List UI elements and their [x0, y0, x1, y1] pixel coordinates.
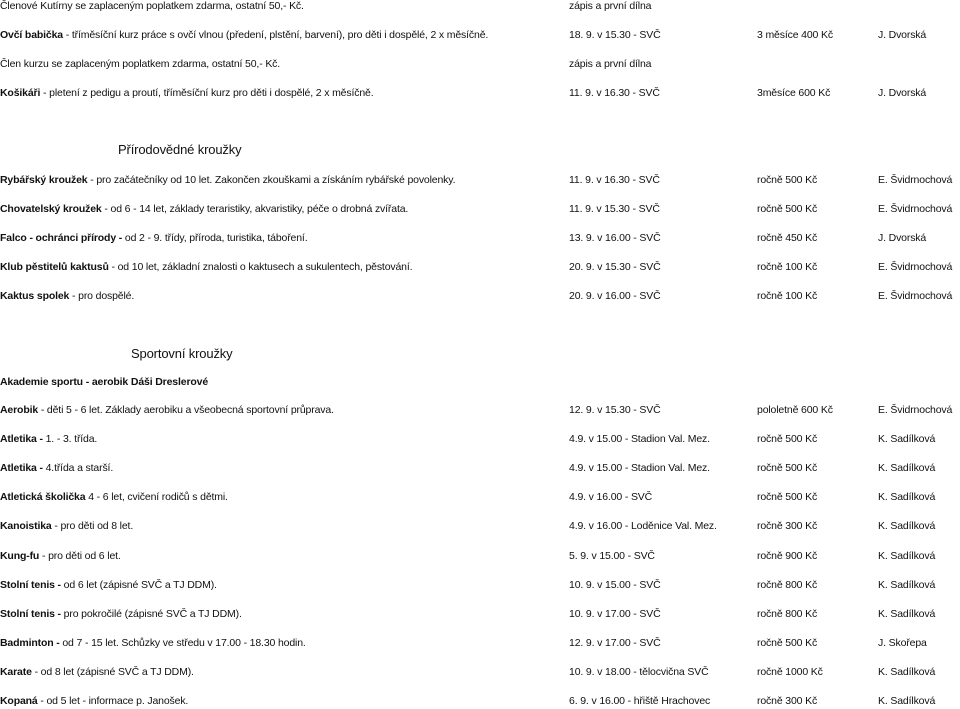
- course-description: [0, 694, 188, 708]
- course-date: 12. 9. v 15.30 - SVČ: [569, 404, 661, 416]
- course-date: 6. 9. v 16.00 - hřiště Hrachovec: [569, 695, 711, 707]
- course-date: zápis a první dílna: [569, 0, 652, 12]
- course-name: Kung-fu: [0, 550, 40, 562]
- course-row: [0, 607, 960, 621]
- course-price: ročně 300 Kč: [757, 520, 818, 532]
- course-row: [0, 57, 960, 71]
- course-price: pololetně 600 Kč: [757, 404, 833, 416]
- course-leader: J. Dvorská: [878, 232, 927, 244]
- course-row: [0, 86, 960, 100]
- course-row: [0, 694, 960, 708]
- course-name: Atletická školička: [0, 491, 86, 503]
- course-row: [0, 490, 960, 504]
- course-row: [0, 549, 960, 563]
- course-leader: J. Skořepa: [878, 637, 927, 649]
- course-row: [0, 202, 960, 216]
- course-row: [0, 173, 960, 187]
- course-leader: K. Sadílková: [878, 462, 936, 474]
- course-detail: - pro děti od 6 let.: [39, 550, 121, 562]
- course-date: 11. 9. v 16.30 - SVČ: [569, 87, 660, 99]
- course-leader: J. Dvorská: [878, 29, 927, 41]
- course-description: [0, 519, 133, 533]
- course-date: 20. 9. v 15.30 - SVČ: [569, 261, 661, 273]
- course-row: [0, 28, 960, 42]
- course-price: ročně 100 Kč: [757, 261, 818, 273]
- course-detail: - tříměsíční kurz práce s ovčí vlnou (předení, plstění, barvení), pro děti i dospělé, 2 x měsíčně.: [62, 29, 489, 41]
- course-detail: - od 6 - 14 let, základy teraristiky, akvaristiky, péče o drobná zvířata.: [101, 203, 409, 215]
- course-price: ročně 800 Kč: [757, 579, 818, 591]
- course-leader: K. Sadílková: [878, 491, 936, 503]
- course-leader: E. Švidrnochová: [878, 290, 953, 302]
- course-detail: - od 5 let - informace p. Janošek.: [37, 695, 189, 707]
- course-detail: 4 - 6 let, cvičení rodičů s dětmi.: [85, 491, 228, 503]
- course-name: Kaktus spolek: [0, 290, 70, 302]
- course-date: 4.9. v 15.00 - Stadion Val. Mez.: [569, 462, 710, 474]
- course-row: [0, 0, 960, 13]
- course-name: Rybářský kroužek: [0, 174, 88, 186]
- course-description: [0, 461, 113, 475]
- course-detail: 4.třída a starší.: [42, 462, 114, 474]
- course-description: [0, 607, 242, 621]
- course-row: [0, 289, 960, 303]
- course-name: Chovatelský kroužek: [0, 203, 102, 215]
- course-leader: K. Sadílková: [878, 550, 936, 562]
- course-detail: Člen kurzu se zaplaceným poplatkem zdarma, ostatní 50,- Kč.: [0, 58, 281, 70]
- course-description: [0, 665, 194, 679]
- course-name: Stolní tenis -: [0, 608, 61, 620]
- course-description: [0, 173, 455, 187]
- course-row: [0, 432, 960, 446]
- course-detail: - od 10 let, základní znalosti o kaktusech a sukulentech, pěstování.: [108, 261, 413, 273]
- course-date: 4.9. v 16.00 - SVČ: [569, 491, 653, 503]
- course-detail: - děti 5 - 6 let. Základy aerobiku a všeobecná sportovní průprava.: [38, 404, 334, 416]
- course-detail: od 7 - 15 let. Schůzky ve středu v 17.00 - 18.30 hodin.: [59, 637, 306, 649]
- section-heading-sport: Sportovní kroužky: [131, 346, 233, 361]
- course-description: [0, 578, 217, 592]
- course-detail: - od 8 let (zápisné SVČ a TJ DDM).: [31, 666, 194, 678]
- course-date: 18. 9. v 15.30 - SVČ: [569, 29, 661, 41]
- course-name: Atletika -: [0, 433, 43, 445]
- course-row: [0, 636, 960, 650]
- course-leader: E. Švidrnochová: [878, 404, 953, 416]
- course-row: [0, 578, 960, 592]
- course-date: 4.9. v 16.00 - Loděnice Val. Mez.: [569, 520, 717, 532]
- subheading-text: Akademie sportu - aerobik Dáši Dreslerové: [0, 376, 209, 388]
- course-price: ročně 500 Kč: [757, 174, 818, 186]
- course-description: [0, 86, 373, 100]
- course-row: [0, 231, 960, 245]
- course-leader: K. Sadílková: [878, 579, 936, 591]
- course-date: 11. 9. v 15.30 - SVČ: [569, 203, 660, 215]
- course-description: [0, 260, 412, 274]
- course-price: ročně 500 Kč: [757, 462, 818, 474]
- course-date: zápis a první dílna: [569, 58, 652, 70]
- course-price: 3 měsíce 400 Kč: [757, 29, 833, 41]
- course-detail: - pro dospělé.: [69, 290, 135, 302]
- course-description: [0, 0, 304, 13]
- course-name: Ovčí babička: [0, 29, 63, 41]
- course-description: [0, 636, 306, 650]
- course-price: ročně 900 Kč: [757, 550, 818, 562]
- course-date: 12. 9. v 17.00 - SVČ: [569, 637, 661, 649]
- course-date: 5. 9. v 15.00 - SVČ: [569, 550, 655, 562]
- course-description: [0, 403, 334, 417]
- course-description: [0, 289, 134, 303]
- course-detail: - pletení z pedigu a proutí, tříměsíční kurz pro děti i dospělé, 2 x měsíčně.: [40, 87, 374, 99]
- course-leader: J. Dvorská: [878, 87, 927, 99]
- course-detail: od 6 let (zápisné SVČ a TJ DDM).: [60, 579, 217, 591]
- course-date: 10. 9. v 17.00 - SVČ: [569, 608, 661, 620]
- course-detail: pro pokročilé (zápisné SVČ a TJ DDM).: [60, 608, 242, 620]
- course-price: ročně 500 Kč: [757, 491, 818, 503]
- course-date: 4.9. v 15.00 - Stadion Val. Mez.: [569, 433, 710, 445]
- course-row: [0, 461, 960, 475]
- course-name: Košikáři: [0, 87, 41, 99]
- course-date: 10. 9. v 15.00 - SVČ: [569, 579, 661, 591]
- course-name: Kopaná: [0, 695, 38, 707]
- course-row: [0, 403, 960, 417]
- course-name: Stolní tenis -: [0, 579, 61, 591]
- course-price: 3měsíce 600 Kč: [757, 87, 831, 99]
- course-row: [0, 519, 960, 533]
- course-price: ročně 450 Kč: [757, 232, 818, 244]
- course-date: 11. 9. v 16.30 - SVČ: [569, 174, 660, 186]
- course-name: Kanoistika: [0, 520, 52, 532]
- course-leader: E. Švidrnochová: [878, 261, 953, 273]
- course-price: ročně 300 Kč: [757, 695, 818, 707]
- course-name: Falco - ochránci přírody -: [0, 232, 123, 244]
- course-description: [0, 432, 97, 446]
- course-price: ročně 500 Kč: [757, 637, 818, 649]
- course-date: 20. 9. v 16.00 - SVČ: [569, 290, 661, 302]
- course-date: 13. 9. v 16.00 - SVČ: [569, 232, 661, 244]
- course-leader: K. Sadílková: [878, 608, 936, 620]
- course-price: ročně 800 Kč: [757, 608, 818, 620]
- course-description: [0, 231, 307, 245]
- course-description: [0, 57, 280, 71]
- sport-subheading: [0, 375, 960, 389]
- course-description: [0, 490, 228, 504]
- course-price: ročně 500 Kč: [757, 203, 818, 215]
- course-description: [0, 202, 408, 216]
- course-leader: E. Švidrnochová: [878, 203, 953, 215]
- course-price: ročně 500 Kč: [757, 433, 818, 445]
- course-detail: 1. - 3. třída.: [42, 433, 98, 445]
- course-detail: od 2 - 9. třídy, příroda, turistika, táboření.: [122, 232, 308, 244]
- course-leader: E. Švidrnochová: [878, 174, 953, 186]
- course-description: [0, 28, 488, 42]
- section-heading-nature: Přírodovědné kroužky: [118, 142, 242, 157]
- course-leader: K. Sadílková: [878, 433, 936, 445]
- course-name: Aerobik: [0, 404, 39, 416]
- course-name: Atletika -: [0, 462, 43, 474]
- course-date: 10. 9. v 18.00 - tělocvična SVČ: [569, 666, 709, 678]
- course-description: [0, 549, 121, 563]
- course-detail: Členové Kutírny se zaplaceným poplatkem zdarma, ostatní 50,- Kč.: [0, 0, 304, 12]
- course-leader: K. Sadílková: [878, 666, 936, 678]
- course-name: Badminton -: [0, 637, 60, 649]
- course-name: Klub pěstitelů kaktusů: [0, 261, 109, 273]
- course-detail: - pro děti od 8 let.: [51, 520, 134, 532]
- course-price: ročně 1000 Kč: [757, 666, 823, 678]
- course-name: Karate: [0, 666, 32, 678]
- course-detail: - pro začátečníky od 10 let. Zakončen zkouškami a získáním rybářské povolenky.: [87, 174, 456, 186]
- course-leader: K. Sadílková: [878, 695, 936, 707]
- course-row: [0, 665, 960, 679]
- course-leader: K. Sadílková: [878, 520, 936, 532]
- course-price: ročně 100 Kč: [757, 290, 818, 302]
- course-row: [0, 260, 960, 274]
